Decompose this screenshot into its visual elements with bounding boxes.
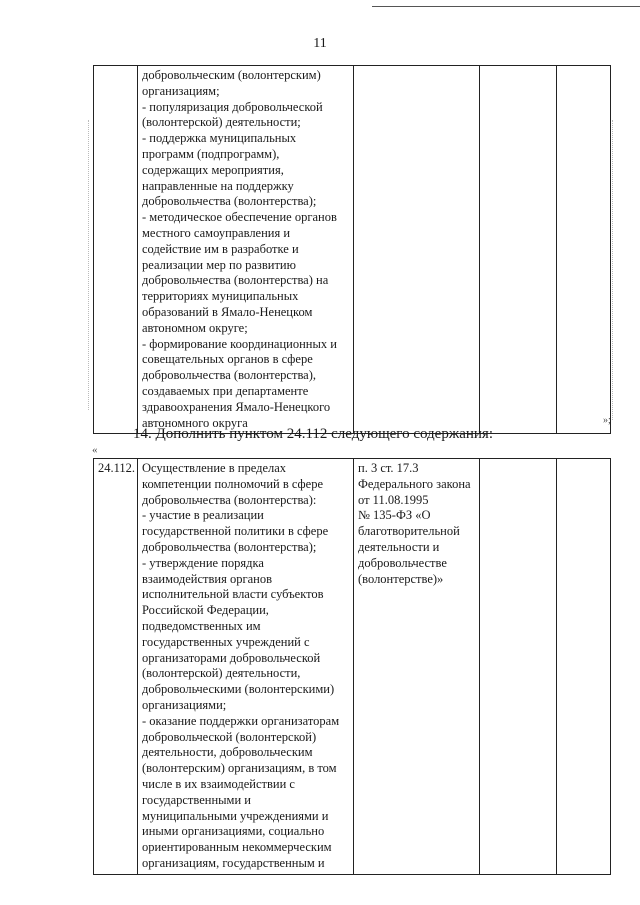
text-line: добровольчества (волонтерства);	[142, 539, 317, 554]
amendment-heading: 14. Дополнить пунктом 24.112 следующего содержания:	[133, 426, 493, 442]
opening-quote-mark: «	[92, 444, 98, 456]
text-line: реализации мер по развитию	[142, 257, 296, 272]
text-line: взаимодействия органов	[142, 571, 272, 586]
text-line: образований в Ямало-Ненецком	[142, 304, 313, 319]
empty-cell	[557, 66, 611, 434]
text-line: добровольческим (волонтерским)	[142, 68, 321, 82]
empty-cell	[480, 66, 557, 434]
text-line: - оказание поддержки организаторам	[142, 713, 340, 728]
page-number: 11	[313, 36, 327, 51]
text-line: добровольчества (волонтерства) на	[142, 273, 329, 288]
closing-quote-mark: »;	[603, 415, 611, 426]
legal-basis-text	[358, 461, 475, 587]
text-line: Осуществление в пределах	[142, 461, 287, 475]
text-line: числе в их взаимодействии с	[142, 776, 295, 791]
text-line: компетенции полномочий в сфере	[142, 476, 324, 491]
text-line: от 11.08.1995	[358, 492, 429, 507]
text-line: (волонтерским) организациям, в том	[142, 761, 337, 776]
text-line: - поддержка муниципальных	[142, 131, 297, 146]
text-line: здравоохранения Ямало-Ненецкого	[142, 399, 331, 414]
empty-cell	[480, 459, 557, 875]
text-line: добровольческими (волонтерскими)	[142, 682, 335, 697]
text-line: совещательных органов в сфере	[142, 352, 313, 367]
text-line: - утверждение порядка	[142, 555, 264, 570]
text-line: программ (подпрограмм),	[142, 146, 280, 161]
text-line: деятельности, добровольческим	[142, 745, 313, 760]
text-line: организациями;	[142, 697, 227, 712]
text-line: - популяризация добровольческой	[142, 99, 323, 114]
text-line: организациям;	[142, 83, 220, 98]
text-line: (волонтерской) деятельности;	[142, 115, 301, 130]
text-line: государственными и	[142, 792, 251, 807]
text-line: добровольчестве	[358, 555, 447, 570]
text-line: добровольчества (волонтерства);	[142, 194, 317, 209]
text-line: п. 3 ст. 17.3	[358, 461, 419, 475]
margin-dots-right	[612, 120, 615, 420]
description-cell	[138, 459, 354, 875]
text-line: автономном округе;	[142, 320, 248, 335]
text-line: создаваемых при департаменте	[142, 383, 309, 398]
item-number: 24.112.	[98, 461, 136, 475]
basis-cell	[354, 459, 480, 875]
text-line: государственных учреждений с	[142, 634, 310, 649]
text-line: государственной политики в сфере	[142, 524, 329, 539]
text-line: Федерального закона	[358, 476, 471, 491]
number-cell	[94, 459, 138, 875]
text-line: Российской Федерации,	[142, 603, 269, 618]
text-line: (волонтерстве)»	[358, 571, 444, 586]
text-line: - участие в реализации	[142, 508, 264, 523]
basis-cell	[354, 66, 480, 434]
text-line: добровольческой (волонтерской)	[142, 729, 317, 744]
empty-cell	[557, 459, 611, 875]
text-line: автономного округа	[142, 415, 248, 430]
table-row	[94, 459, 611, 875]
description-text	[142, 68, 349, 431]
new-item-table	[93, 458, 611, 875]
margin-dots-left	[88, 120, 91, 410]
text-line: деятельности и	[358, 539, 440, 554]
text-line: территориях муниципальных	[142, 289, 299, 304]
description-cell	[138, 66, 354, 434]
text-line: - формирование координационных и	[142, 336, 337, 351]
text-line: содержащих мероприятия,	[142, 162, 284, 177]
text-line: (волонтерской) деятельности,	[142, 666, 301, 681]
continuation-table	[93, 65, 611, 434]
number-cell	[94, 66, 138, 434]
text-line: добровольчества (волонтерства):	[142, 492, 317, 507]
text-line: направленные на поддержку	[142, 178, 294, 193]
text-line: подведомственных им	[142, 618, 261, 633]
text-line: содействие им в разработке и	[142, 241, 299, 256]
text-line: ориентированным некоммерческим	[142, 840, 332, 855]
text-line: муниципальными учреждениями и	[142, 808, 329, 823]
description-text	[142, 461, 349, 872]
text-line: - методическое обеспечение органов	[142, 210, 337, 225]
text-line: № 135-ФЗ «О	[358, 508, 431, 523]
text-line: местного самоуправления и	[142, 225, 291, 240]
top-rule	[372, 6, 640, 7]
table-row	[94, 66, 611, 434]
text-line: иными организациями, социально	[142, 824, 325, 839]
text-line: благотворительной	[358, 524, 460, 539]
text-line: добровольчества (волонтерства),	[142, 368, 317, 383]
text-line: организациям, государственным и	[142, 855, 325, 870]
text-line: исполнительной власти субъектов	[142, 587, 324, 602]
text-line: организаторами добровольческой	[142, 650, 321, 665]
